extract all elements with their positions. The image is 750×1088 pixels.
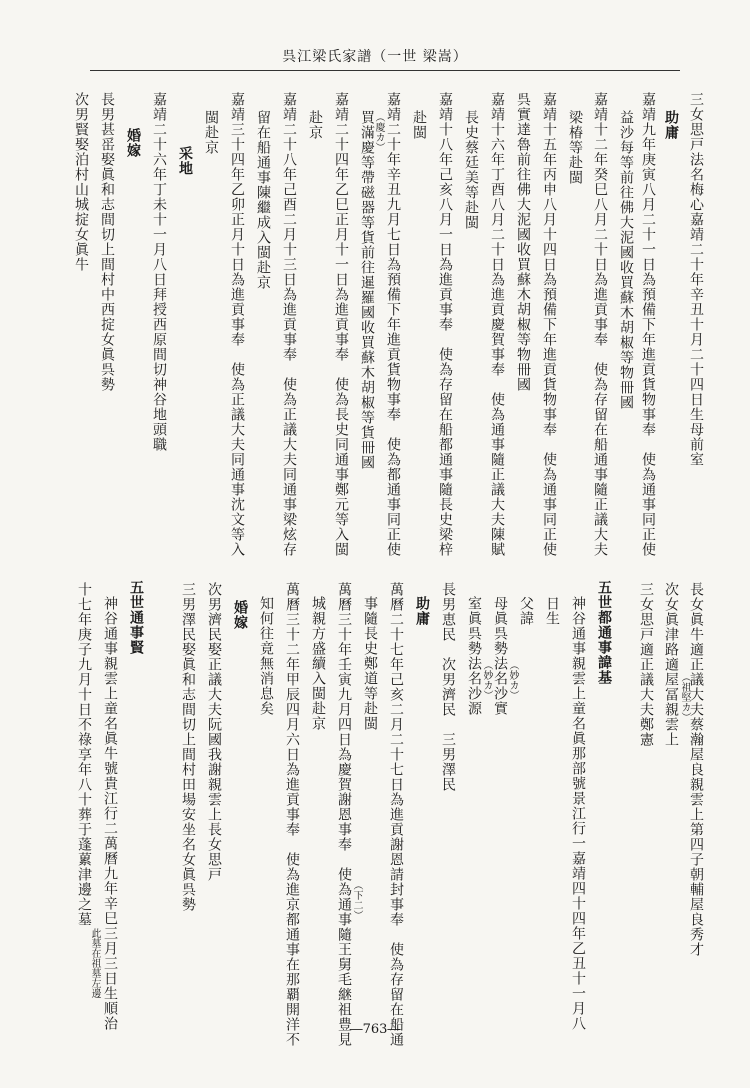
text-column: 赴京 bbox=[307, 110, 323, 140]
text-column: 嘉靖十八年己亥八月一日為進貢事奉 使為存留在船都通事隨長史梁梓 bbox=[437, 92, 453, 557]
text-column: 事隨長史鄭道等赴閩 bbox=[362, 596, 378, 731]
text-column: 母眞呉勢法名沙實 bbox=[492, 596, 508, 716]
text-column: 呉實達魯前往佛大泥國收買蘇木胡椒等物冊國 bbox=[515, 92, 531, 392]
section-heading: 婚嫁 bbox=[125, 128, 141, 158]
section-heading: 采地 bbox=[177, 146, 193, 176]
editorial-note: （祖堅カ） bbox=[679, 672, 690, 722]
text-column: 嘉靖十五年丙申八月十四日為預備下年進貢貨物事奉 使為通事同正使 bbox=[541, 92, 557, 557]
text-column: 父諱 bbox=[518, 596, 534, 626]
section-heading: 婚嫁 bbox=[232, 600, 248, 630]
text-column: 益沙每等前往佛大泥國收買蘇木胡椒等物冊國 bbox=[618, 110, 634, 410]
header-rule bbox=[90, 70, 680, 71]
text-column: 嘉靖十二年癸巳八月二十日為進貢事奉 使為存留在船通事隨正議大夫 bbox=[592, 92, 608, 557]
editorial-note: 此墓在祖墓左邊 bbox=[89, 928, 100, 998]
text-column: 閩赴京 bbox=[203, 110, 219, 155]
text-column: 萬曆三十二年甲辰四月六日為進貢事奉 使為進京都通事在那覇開洋不 bbox=[284, 582, 300, 1047]
text-column: 十七年庚子九月十日不祿享年八十葬于蓬蔂津邊之墓 bbox=[76, 582, 92, 927]
text-column: 留在船通事陳繼成入閩赴京 bbox=[255, 110, 271, 290]
text-column: 長男甚䍃娶眞和志間切上間村中西掟女眞呉勢 bbox=[99, 92, 115, 392]
text-column: 三女思戸法名梅心嘉靖二十年辛丑十月二十四日生母前室 bbox=[688, 92, 704, 467]
text-column: 三女思戸適正議大夫鄭憲 bbox=[638, 582, 654, 747]
editorial-note: （慶カ） bbox=[373, 112, 384, 152]
editorial-note: （妙カ） bbox=[507, 660, 518, 700]
text-column: 萬曆三十年壬寅九月四日為慶賀謝恩事奉 使為通事隨王舅毛継祖豊見 bbox=[336, 582, 352, 1047]
text-column: 三男澤民娶眞和志間切上間村田場安坐名女眞呉勢 bbox=[180, 582, 196, 912]
section-heading: 助庸 bbox=[663, 110, 679, 140]
text-column: 嘉靖三十四年乙卯正月十日為進貢事奉 使為正議大夫同通事沈文等入 bbox=[229, 92, 245, 557]
text-column: 神谷通事親雲上童名眞那部號景江行一嘉靖四十四年乙丑十一月八 bbox=[570, 596, 586, 1031]
text-column: 萬曆二十七年己亥二月二十七日為進貢謝恩請封事奉 使為存留在船通 bbox=[388, 582, 404, 1047]
text-column: 長女眞牛適正議大夫蔡瀚屋良親雲上第四子朝輔屋良秀才 bbox=[688, 582, 704, 957]
text-column: 室眞呉勢法名沙源 bbox=[466, 596, 482, 716]
text-column: 知何往竟無消息矣 bbox=[258, 596, 274, 716]
section-heading: 五世都通事諱基 bbox=[596, 580, 612, 685]
text-column: 長男恵民 次男濟民 三男澤民 bbox=[440, 582, 456, 792]
text-column: 梁椿等赴閩 bbox=[567, 110, 583, 185]
text-column: 赴閩 bbox=[411, 110, 427, 140]
text-column: 嘉靖二十四年乙巳正月十一日為進貢事奉 使為長史同通事鄭元等入閩 bbox=[333, 92, 349, 557]
section-heading: 助庸 bbox=[414, 596, 430, 626]
text-column: 嘉靖九年庚寅八月二十一日為預備下年進貢貨物事奉 使為通事同正使 bbox=[640, 92, 656, 557]
running-header: 呉江梁氏家譜（一世 梁嵩） bbox=[282, 49, 468, 65]
text-column: 次男賢娶泊村山城掟女眞牛 bbox=[73, 92, 89, 272]
text-column: 日生 bbox=[544, 596, 560, 626]
editorial-note: （下二） bbox=[351, 880, 362, 920]
text-column: 長史蔡廷美等赴閩 bbox=[463, 110, 479, 230]
editorial-note: （妙カ） bbox=[481, 660, 492, 700]
text-column: 嘉靖二十八年己酉二月十三日為進貢事奉 使為正議大夫同通事梁炫存 bbox=[281, 92, 297, 557]
text-column: 神谷通事親雲上童名眞牛號貴江行二萬曆九年辛巳三月三日生順治 bbox=[102, 596, 118, 1031]
section-heading: 五世通事賢 bbox=[128, 580, 144, 655]
text-column: 次男濟民娶正議大夫阮國我謝親雲上長女思戸 bbox=[206, 582, 222, 882]
text-column: 次女眞津路適屋冨親雲上 bbox=[663, 582, 679, 747]
text-column: 嘉靖十六年丁酉八月二十日為進貢慶賀事奉 使為通事隨正議大夫陳賦 bbox=[489, 92, 505, 557]
text-column: 買滿慶等帶磁器等貨前往暹羅國收買蘇木胡椒等貨冊國 bbox=[359, 110, 375, 470]
text-column: 嘉靖二十六年丁未十一月八日拜授西原間切神谷地頭職 bbox=[151, 92, 167, 452]
text-column: 城親方盛續入閩赴京 bbox=[310, 596, 326, 731]
text-column: 嘉靖二十年辛丑九月七日為預備下年進貢貨物事奉 使為都通事同正使 bbox=[385, 92, 401, 557]
page-number: ―763― bbox=[349, 1022, 401, 1037]
